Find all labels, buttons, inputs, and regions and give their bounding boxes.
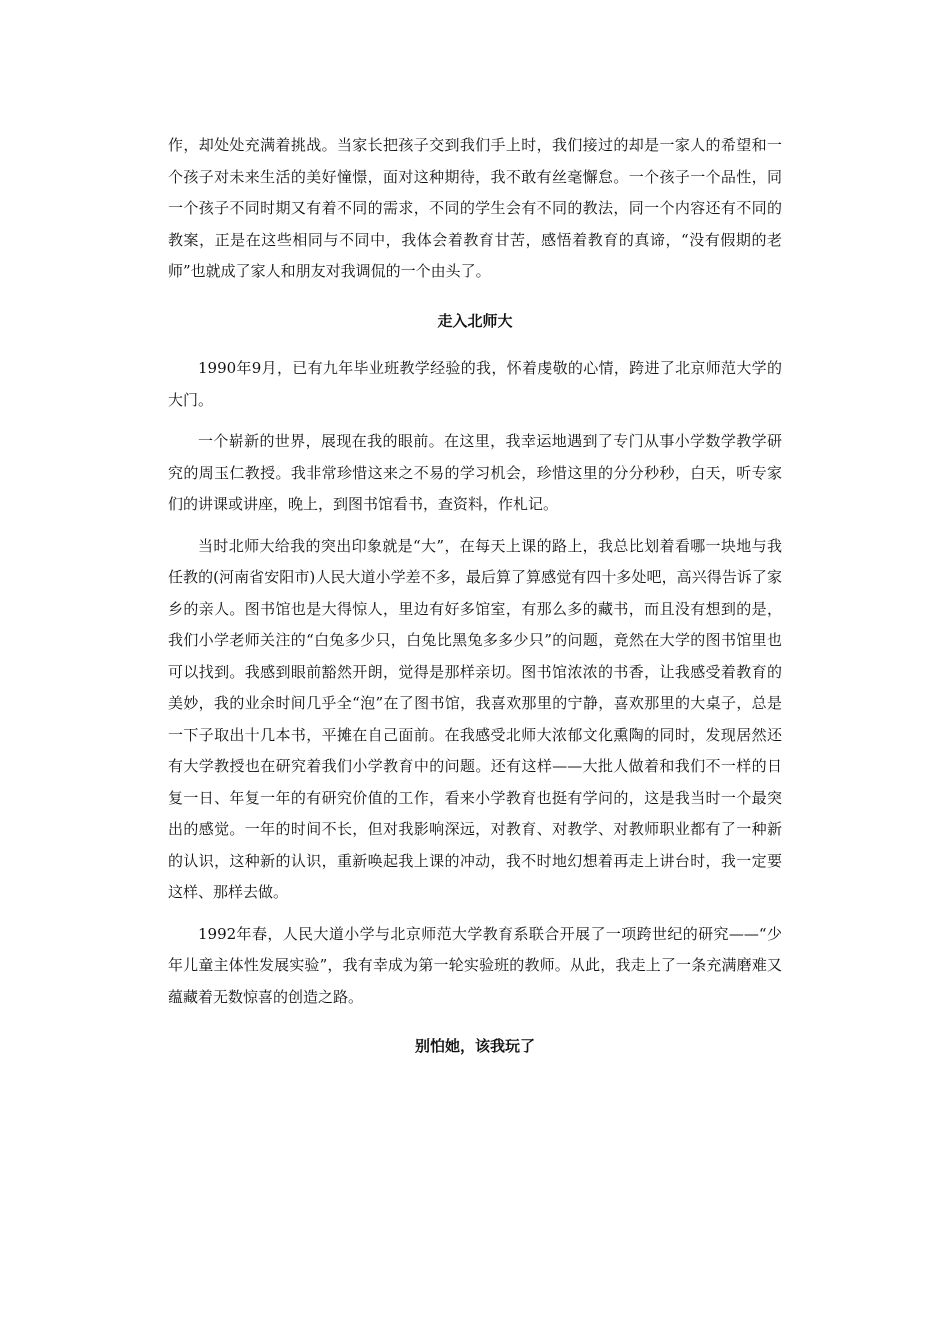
section-heading-dont-fear-her: 别怕她，该我玩了 (414, 1037, 535, 1055)
document-page (168, 130, 782, 1079)
paragraph-new-world: 一个崭新的世界，展现在我的眼前。在这里，我幸运地遇到了专门从事小学数学教学研究的周玉仁教授。我非常珍惜这来之不易的学习机会，珍惜这里的分分秒秒，白天，听专家们的讲课或讲座，晚上，到图书馆看书，查资料，作札记。 (168, 432, 782, 513)
paragraph-1990-arrival: 1990年9月，已有九年毕业班教学经验的我，怀着虔敬的心情，跨进了北京师范大学的大门。 (168, 359, 782, 409)
section-heading-enter-bnu: 走入北师大 (437, 311, 513, 330)
paragraph-impression-big: 当时北师大给我的突出印象就是“大”，在每天上课的路上，我总比划着看哪一块地与我任教的(河南省安阳市)人民大道小学差不多，最后算了算感觉有四十多处吧，高兴得告诉了家乡的亲人。图书馆也是大得惊人，里边有好多馆室，有那么多的藏书，而且没有想到的是，我们小学老师关注的“白兔多少只，白兔比黑兔多多少只”的问题，竟然在大学的图书馆里也可以找到。我感到眼前豁然开朗，觉得是那样亲切。图书馆浓浓的书香，让我感受着教育的美妙，我的业余时间几乎全“泡”在了图书馆，我喜欢那里的宁静，喜欢那里的大桌子，总是一下子取出十几本书，平摊在自己面前。在我感受北师大浓郁文化熏陶的同时，发现居然还有大学教授也在研究着我们小学教育中的问题。还有这样——大批人做着和我们不一样的日复一日、年复一年的有研究价值的工作，看来小学教育也挺有学问的，这是我当时一个最突出的感觉。一年的时间不长，但对我影响深远，对教育、对教学、对教师职业都有了一种新的认识，这种新的认识，重新唤起我上课的冲动，我不时地幻想着再走上讲台时，我一定要这样、那样去做。 (168, 536, 782, 901)
paragraph-continuation: 作，却处处充满着挑战。当家长把孩子交到我们手上时，我们接过的却是一家人的希望和一个孩子对未来生活的美好憧憬，面对这种期待，我不敢有丝毫懈怠。一个孩子一个品性，同一个孩子不同时期又有着不同的需求，不同的学生会有不同的教法，同一个内容还有不同的教案，正是在这些相同与不同中，我体会着教育甘苦，感悟着教育的真谛，“没有假期的老师”也就成了家人和朋友对我调侃的一个由头了。 (168, 136, 782, 280)
paragraph-1992-experiment: 1992年春，人民大道小学与北京师范大学教育系联合开展了一项跨世纪的研究——“少年儿童主体性发展实验”，我有幸成为第一轮实验班的教师。从此，我走上了一条充满磨难又蕴藏着无数惊喜的创造之路。 (168, 924, 782, 1006)
